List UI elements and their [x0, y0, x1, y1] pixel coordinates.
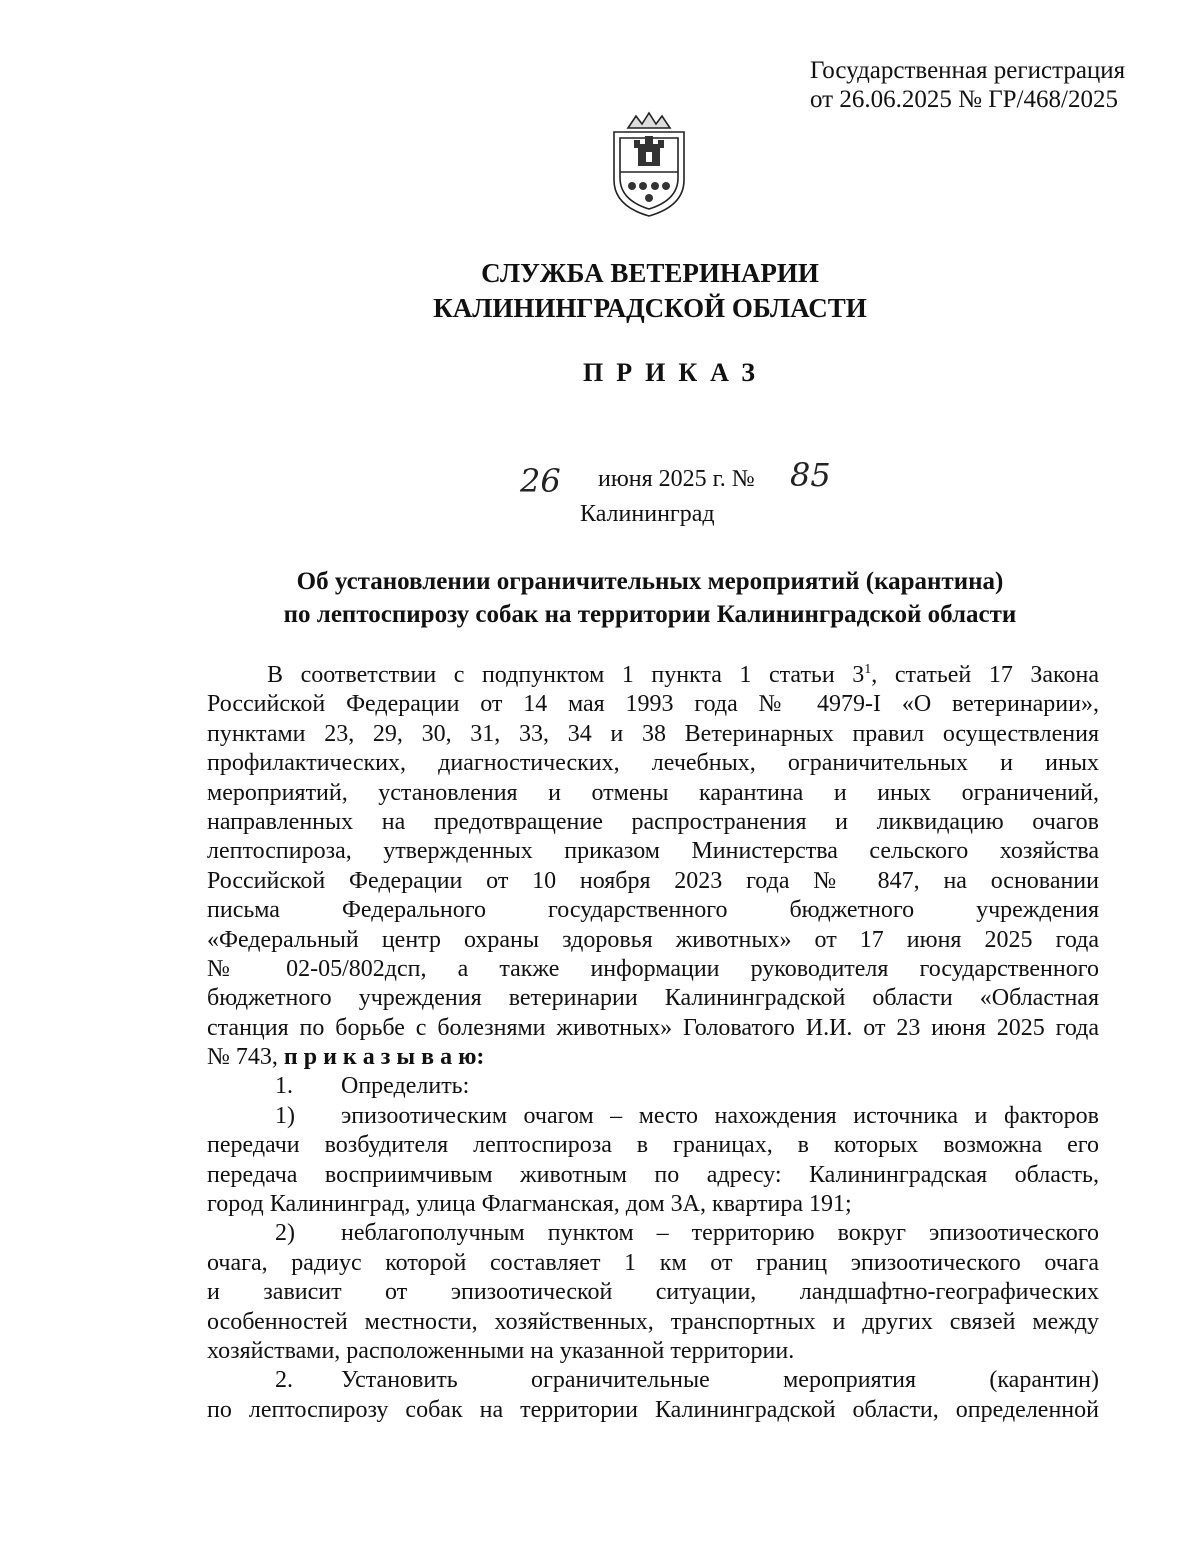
preamble-line: № 743, п р и к а з ы в а ю: [207, 1044, 485, 1071]
preamble-line: мероприятий, установления и отмены карантина и иных ограничений, [207, 779, 1099, 806]
preamble-line: профилактических, диагностических, лечебных, ограничительных и иных [207, 750, 1099, 777]
registration-line-1: Государственная регистрация [810, 57, 1126, 84]
subitem-2-line: и зависит от эпизоотической ситуации, ландшафтно-географических [207, 1279, 1099, 1306]
subitem-2-line: особенностей местности, хозяйственных, транспортных и других связей между [207, 1308, 1099, 1335]
subject-line-2: по лептоспирозу собак на территории Калининградской области [283, 601, 1017, 628]
subitem-1-line: передачи возбудителя лептоспироза в границах, в которых возможна его [207, 1132, 1099, 1159]
preamble-line: В соответствии с подпунктом 1 пункта 1 статьи $3^1$, статьей 17 Закона [267, 662, 1099, 688]
subject-line-1: Об установлении ограничительных мероприятий (карантина) [296, 568, 1004, 595]
item-2-line: по лептоспирозу собак на территории Калининградской области, определенной [207, 1396, 1099, 1423]
kaliningrad-coat-of-arms-icon [606, 110, 692, 220]
item-number: 1. [275, 1073, 293, 1100]
subitem-1-line: передача восприимчивым животным по адресу: Калининградская область, [207, 1161, 1099, 1188]
preamble-line: станция по борьбе с болезнями животных» Головатого И.И. от 23 июня 2025 года [207, 1014, 1099, 1041]
org-name-line-1: СЛУЖБА ВЕТЕРИНАРИИ [481, 258, 819, 288]
order-verb: п р и к а з ы в а ю: [283, 1044, 485, 1071]
document-body [207, 661, 1099, 1425]
item-2-line: 2. Установить ограничительные мероприятия (карантин) [207, 1366, 1099, 1395]
item-number: 1) [275, 1102, 295, 1129]
superscript: 1 [864, 662, 872, 677]
preamble-line: направленных на предотвращение распространения и ликвидацию очагов [207, 808, 1099, 835]
item-1: 1. Определить: [207, 1072, 1099, 1101]
handwritten-day: 26 [520, 462, 561, 500]
handwritten-number: 85 [790, 456, 831, 494]
registration-stamp [810, 56, 1125, 114]
item-number: 2. [275, 1367, 293, 1394]
preamble-line: письма Федерального государственного бюджетного учреждения [207, 897, 1099, 924]
preamble-line: Российской Федерации от 14 мая 1993 года № 4979-I «О ветеринарии», [207, 691, 1099, 718]
preamble-line: пунктами 23, 29, 30, 31, 33, 34 и 38 Ветеринарных правил осуществления [207, 720, 1099, 747]
preamble-line: бюджетного учреждения ветеринарии Калининградской области «Областная [207, 985, 1099, 1012]
preamble-line: лептоспироза, утвержденных приказом Министерства сельского хозяйства [207, 838, 1099, 865]
document-type: ПРИКАЗ [583, 358, 769, 387]
subitem-2-line: 2) неблагополучным пунктом – территорию вокруг эпизоотического [207, 1219, 1099, 1248]
subitem-2-line: хозяйствами, расположенными на указанной территории. [207, 1337, 795, 1364]
item-number: 2) [275, 1220, 295, 1247]
preamble-line: «Федеральный центр охраны здоровья животных» от 17 июня 2025 года [207, 926, 1099, 953]
org-name-line-2: КАЛИНИНГРАДСКОЙ ОБЛАСТИ [433, 293, 867, 323]
registration-line-2: от 26.06.2025 № ГР/468/2025 [810, 86, 1118, 113]
preamble-line: № 02-05/802дсп, а также информации руководителя государственного [207, 955, 1099, 982]
city: Калининград [580, 501, 715, 527]
preamble-line: Российской Федерации от 10 ноября 2023 года № 847, на основании [207, 867, 1099, 894]
subitem-2-line: очага, радиус которой составляет 1 км от границ эпизоотического очага [207, 1249, 1099, 1276]
subitem-1-line: город Калининград, улица Флагманская, дом 3А, квартира 191; [207, 1191, 852, 1218]
date-month-year: июня 2025 г. № [598, 466, 755, 492]
subitem-1-line: 1) эпизоотическим очагом – место нахождения источника и факторов [207, 1102, 1099, 1131]
